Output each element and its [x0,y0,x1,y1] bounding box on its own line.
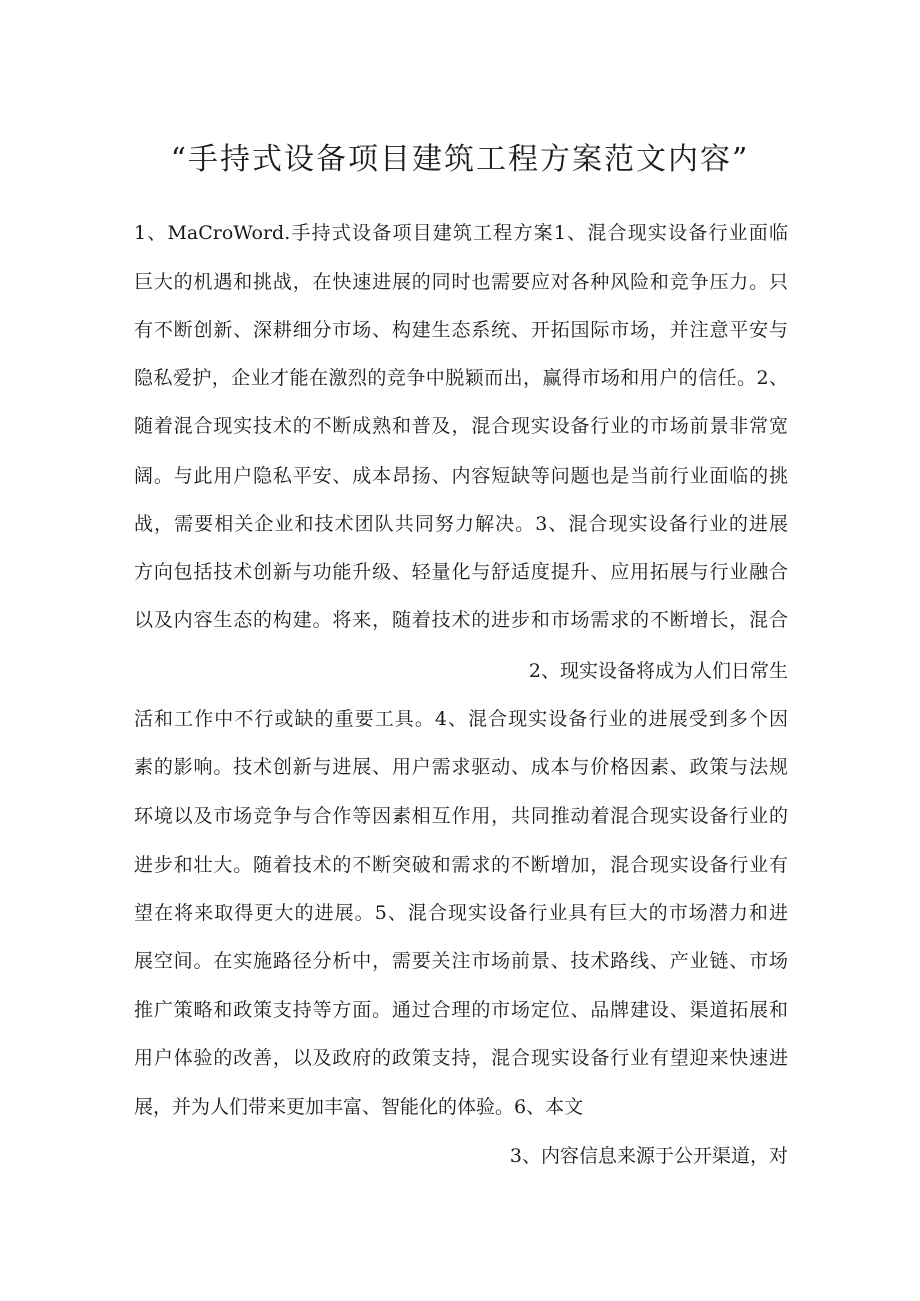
paragraph-line: 隐私爱护，企业才能在激烈的竞争中脱颖而出，赢得市场和用户的信任。2、 [134,367,788,389]
paragraph-line: 展，并为人们带来更加丰富、智能化的体验。6、本文 [134,1096,584,1118]
paragraph-line: 阔。与此用户隐私平安、成本昂扬、内容短缺等问题也是当前行业面临的挑 [134,465,788,487]
paragraph-line: 环境以及市场竞争与合作等因素相互作用，共同推动着混合现实设备行业的 [134,805,788,827]
paragraph-line: 随着混合现实技术的不断成熟和普及，混合现实设备行业的市场前景非常宽 [134,415,788,437]
paragraph-line: 有不断创新、深耕细分市场、构建生态系统、开拓国际市场，并注意平安与 [134,319,788,341]
paragraph-line: 望在将来取得更大的进展。5、混合现实设备行业具有巨大的市场潜力和进 [134,902,788,924]
page-marker-3: 3、内容信息来源于公开渠道，对 [509,1145,788,1167]
paragraph-line: 1、MaCroWord.手持式设备项目建筑工程方案1、混合现实设备行业面临 [134,222,788,244]
paragraph-line: 展空间。在实施路径分析中，需要关注市场前景、技术路线、产业链、市场 [134,950,788,972]
paragraph-line: 活和工作中不行或缺的重要工具。4、混合现实设备行业的进展受到多个因 [134,708,788,730]
paragraph-line: 方向包括技术创新与功能升级、轻量化与舒适度提升、应用拓展与行业融合 [134,561,788,583]
document-title: “手持式设备项目建筑工程方案范文内容” [170,142,750,177]
page-marker-2: 2、现实设备将成为人们日常生 [528,660,788,682]
paragraph-line: 用户体验的改善，以及政府的政策支持，混合现实设备行业有望迎来快速进 [134,1047,788,1069]
paragraph-line: 推广策略和政策支持等方面。通过合理的市场定位、品牌建设、渠道拓展和 [134,999,788,1021]
paragraph-line: 巨大的机遇和挑战，在快速进展的同时也需要应对各种风险和竞争压力。只 [134,271,788,293]
paragraph-line: 素的影响。技术创新与进展、用户需求驱动、成本与价格因素、政策与法规 [134,756,788,778]
paragraph-line: 以及内容生态的构建。将来，随着技术的进步和市场需求的不断增长，混合 [134,609,788,631]
paragraph-line: 战，需要相关企业和技术团队共同努力解决。3、混合现实设备行业的进展 [134,513,788,535]
paragraph-line: 进步和壮大。随着技术的不断突破和需求的不断增加，混合现实设备行业有 [134,854,788,876]
